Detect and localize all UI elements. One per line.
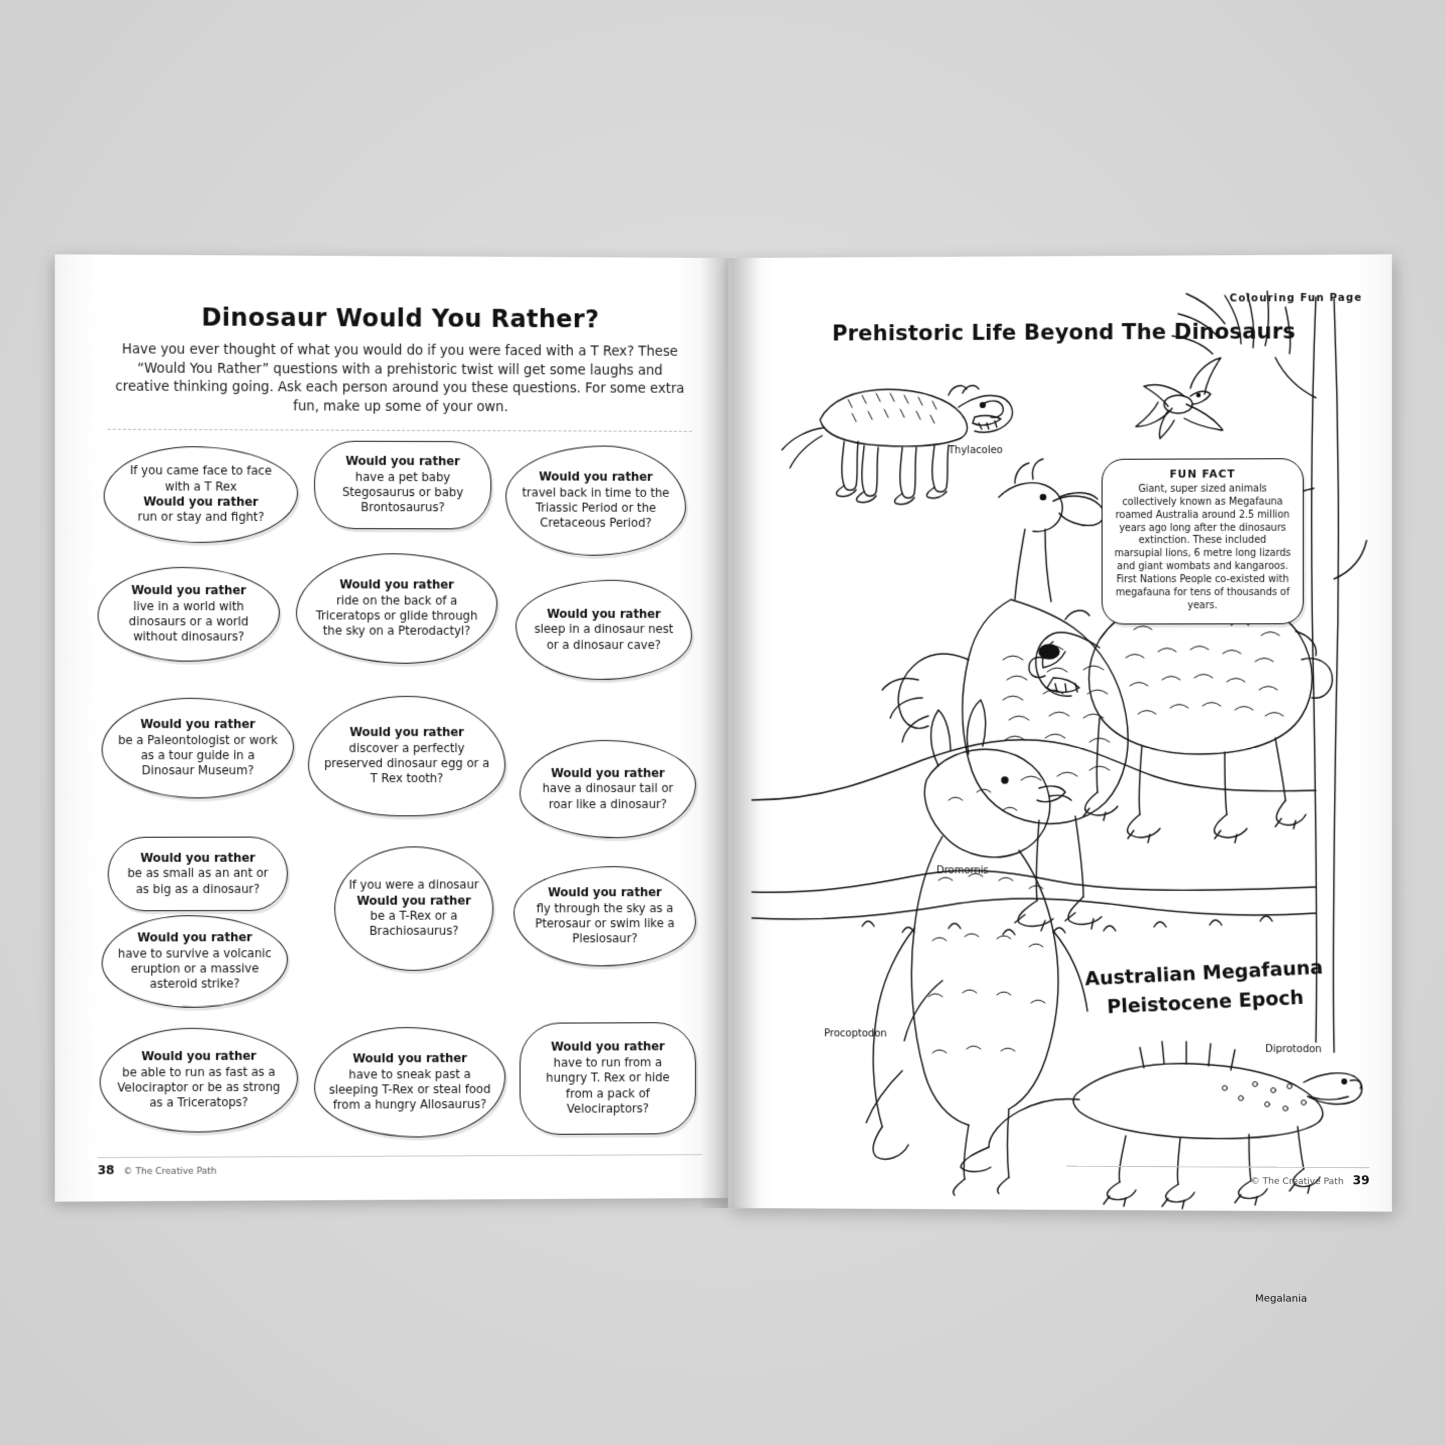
prompt-bold: Would you rather — [137, 930, 253, 945]
animal-label-procoptodon: Procoptodon — [824, 1028, 887, 1040]
prompt-text: travel back in time to the Triassic Period or the Cretaceous Period? — [522, 484, 670, 531]
prompt-bold: Would you rather — [339, 577, 455, 592]
left-page — [55, 254, 728, 1201]
prompt-bold: Would you rather — [140, 717, 256, 732]
list-item — [520, 740, 696, 838]
prompt-text: have to run from a hungry T. Rex or hide from a pack of Velociraptors? — [545, 1055, 670, 1116]
page-title: Dinosaur Would You Rather? — [201, 303, 600, 334]
list-item — [505, 445, 686, 556]
animal-label-thylacoleo: Thylacoleo — [948, 445, 1003, 457]
list-item — [314, 1027, 505, 1138]
intro-paragraph: Have you ever thought of what you would do if you were faced with a T Rex? These “Would You Rather” questions with a prehistoric twist will get some laughs and creative thinking going. Ask each person around you these questions. For some extra fun, make up some of your own. — [115, 342, 685, 416]
prompt-text: live in a world with dinosaurs or a world without dinosaurs? — [128, 598, 249, 644]
prompt-lead: If you came face to face with a T Rex — [129, 463, 272, 494]
prompt-text: ride on the back of a Triceratops or glide through the sky on a Pterodactyl? — [315, 592, 478, 639]
prompt-bubble-list — [98, 446, 702, 1151]
page-title: Prehistoric Life Beyond The Dinosaurs — [832, 319, 1296, 346]
list-item — [98, 567, 280, 662]
left-page-footer — [98, 1154, 702, 1177]
prompt-bold: Would you rather — [141, 1048, 257, 1064]
list-item — [516, 580, 692, 680]
fun-fact-title: FUN FACT — [1169, 468, 1236, 481]
list-item — [102, 698, 294, 799]
list-item — [296, 553, 498, 664]
list-item — [102, 915, 288, 1008]
prompt-bold: Would you rather — [547, 885, 662, 900]
animal-label-megalania: Megalania — [1255, 1293, 1308, 1305]
left-page-content — [98, 303, 702, 1151]
prompt-bold: Would you rather — [349, 725, 465, 740]
page-number: 39 — [1352, 1173, 1370, 1188]
animal-label-diprotodon: Diprotodon — [1265, 1043, 1322, 1056]
prompt-text: have a pet baby Stegosaurus or baby Brontosaurus? — [342, 469, 464, 515]
list-item — [514, 866, 696, 967]
right-page-footer — [1066, 1166, 1369, 1188]
list-item — [308, 696, 505, 817]
prompt-text: sleep in a dinosaur nest or a dinosaur cave? — [534, 621, 674, 652]
colouring-fun-page-label: Colouring Fun Page — [1229, 292, 1363, 305]
list-item — [104, 446, 298, 543]
copyright-credit: © The Creative Path — [123, 1166, 217, 1178]
scene-heading-line-1: Australian Megafauna — [1084, 956, 1324, 991]
fun-fact-box — [1102, 458, 1304, 625]
divider — [108, 429, 692, 432]
open-book — [60, 258, 1387, 1305]
list-item — [108, 836, 288, 911]
list-item — [520, 1022, 696, 1135]
right-page — [728, 254, 1392, 1305]
list-item — [314, 441, 491, 530]
fun-fact-body: Giant, super sized animals collectively known as Megafauna roamed Australia around 2.5 million years ago long after the dinosaurs extinction. These included marsupial lions, 6 metre long lizards and giant wombats and kangaroos. First Nations People co-existed with megafauna for tens of thousands of years. — [1114, 483, 1291, 611]
list-item — [334, 846, 493, 971]
prompt-text: discover a perfectly preserved dinosaur egg or a T Rex tooth? — [324, 740, 490, 786]
prompt-bold: Would you rather — [538, 469, 653, 484]
prompt-text: be a T-Rex or a Brachiosaurus? — [369, 908, 459, 939]
prompt-bold: Would you rather — [550, 1039, 665, 1055]
copyright-credit: © The Creative Path — [1250, 1176, 1344, 1188]
prompt-bold: Would you rather — [352, 1051, 468, 1066]
prompt-bold: Would you rather — [131, 583, 247, 598]
prompt-text: be a Paleontologist or work as a tour guide in a Dinosaur Museum? — [117, 732, 278, 778]
prompt-text: have to survive a volcanic eruption or a massive asteroid strike? — [117, 945, 272, 992]
prompt-bold: Would you rather — [356, 893, 472, 908]
scene-heading-line-2: Pleistocene Epoch — [1106, 986, 1305, 1018]
prompt-lead: If you were a dinosaur — [348, 877, 479, 892]
list-item — [100, 1027, 298, 1132]
prompt-text: have to sneak past a sleeping T-Rex or steal food from a hungry Allosaurus? — [328, 1066, 491, 1113]
prompt-text: fly through the sky as a Pterosaur or swim like a Plesiosaur? — [535, 900, 675, 946]
prompt-text: be as small as an ant or as big as a dinosaur? — [127, 865, 269, 896]
right-page-content — [752, 277, 1369, 1305]
prompt-bold: Would you rather — [345, 453, 461, 469]
page-number: 38 — [97, 1163, 115, 1178]
prompt-bold: Would you rather — [143, 494, 259, 509]
prompt-bold: Would you rather — [140, 850, 256, 865]
prompt-text: have a dinosaur tail or roar like a dinosaur? — [542, 781, 674, 811]
prompt-text: run or stay and fight? — [137, 509, 265, 525]
animal-label-dromornis: Dromornis — [936, 865, 989, 877]
prompt-bold: Would you rather — [550, 765, 665, 780]
prompt-text: be able to run as fast as a Velociraptor or be as strong as a Triceratops? — [117, 1064, 281, 1110]
prompt-bold: Would you rather — [546, 606, 661, 621]
